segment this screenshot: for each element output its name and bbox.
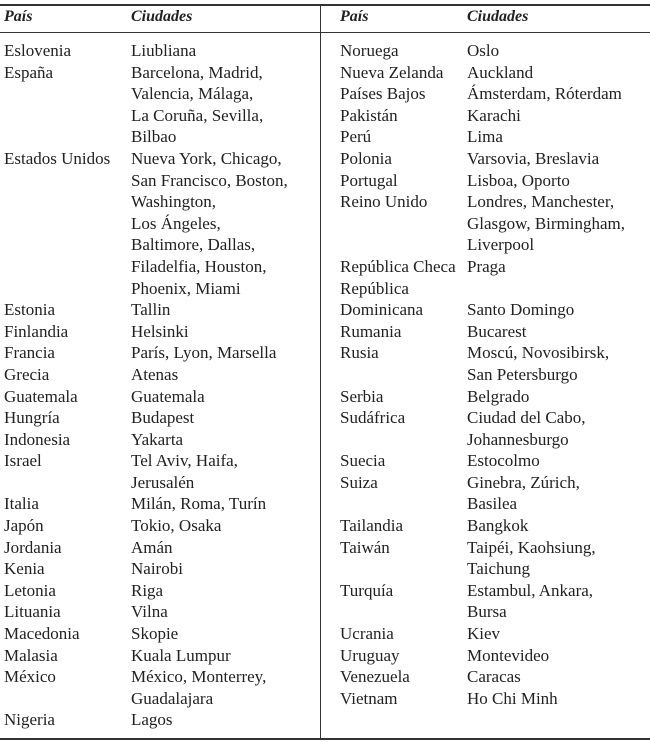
country-name: República Checa <box>340 256 456 276</box>
country-cell <box>340 407 467 450</box>
country-name: Kenia <box>4 559 45 579</box>
table-row <box>4 601 288 623</box>
cities-cell <box>467 256 506 278</box>
table-row <box>4 580 288 602</box>
city-line: San Petersburgo <box>467 364 578 384</box>
cities-cell <box>467 386 529 408</box>
table-row <box>340 40 625 62</box>
table-row <box>340 515 625 537</box>
country-cell <box>340 62 467 84</box>
country-cell <box>4 558 131 580</box>
city-line: Caracas <box>467 667 521 687</box>
country-cell <box>340 170 467 192</box>
country-name: Países Bajos <box>340 84 426 104</box>
country-name: Macedonia <box>4 624 80 644</box>
city-line: Valencia, Málaga, <box>131 84 254 104</box>
city-line: Auckland <box>467 62 534 82</box>
country-cell <box>4 601 131 623</box>
city-line: Ámsterdam, Róterdam <box>467 84 622 104</box>
city-line: Karachi <box>467 105 521 125</box>
cities-cell <box>467 40 499 62</box>
country-cell <box>4 40 131 62</box>
right-column <box>340 40 625 709</box>
header-cities-right: Ciudades <box>467 8 529 25</box>
city-line: Praga <box>467 256 506 276</box>
country-name: Malasia <box>4 645 58 665</box>
cities-cell <box>467 537 596 580</box>
table-row <box>4 299 288 321</box>
city-line: Londres, Manchester, <box>467 192 615 212</box>
cities-cell <box>467 666 521 688</box>
city-line: Taipéi, Kaohsiung, <box>467 537 596 557</box>
table-row <box>4 515 288 537</box>
cities-cell <box>131 709 173 731</box>
cities-cell <box>467 126 503 148</box>
city-line: Filadelfia, Houston, <box>131 256 267 276</box>
country-name: España <box>4 62 54 82</box>
city-line: Oslo <box>467 41 500 60</box>
city-line: Ho Chi Minh <box>467 688 558 708</box>
city-line: Los Ángeles, <box>131 213 221 233</box>
table-row <box>340 126 625 148</box>
country-name: Portugal <box>340 170 398 190</box>
city-line: Tel Aviv, Haifa, <box>131 451 238 471</box>
country-name: Estonia <box>4 300 55 320</box>
cities-cell <box>467 645 549 667</box>
column-divider <box>320 5 321 738</box>
city-line: Lisboa, Oporto <box>467 170 570 190</box>
table-row <box>4 666 288 709</box>
cities-cell <box>467 170 570 192</box>
country-name: Letonia <box>4 580 56 600</box>
header-cities-left: Ciudades <box>131 8 193 25</box>
table-row <box>4 429 288 451</box>
city-line: Johannesburgo <box>467 429 569 449</box>
city-line: Bucarest <box>467 321 527 341</box>
cities-cell <box>131 450 238 493</box>
table-row <box>4 493 288 515</box>
country-name: Italia <box>4 494 39 514</box>
table-row <box>4 364 288 386</box>
table-row <box>4 342 288 364</box>
cities-cell <box>131 645 231 667</box>
city-line: Ciudad del Cabo, <box>467 408 586 428</box>
country-cell <box>4 62 131 148</box>
country-cell <box>4 623 131 645</box>
cities-cell <box>467 407 586 450</box>
city-line: Lima <box>467 127 503 147</box>
city-line: Estocolmo <box>467 451 540 471</box>
table-row <box>340 170 625 192</box>
cities-cell <box>131 321 189 343</box>
table-row <box>4 407 288 429</box>
cities-cell <box>131 558 183 580</box>
country-name: Jordania <box>4 537 62 557</box>
city-line: San Francisco, Boston, <box>131 170 288 190</box>
country-cell <box>340 515 467 537</box>
country-name: Turquía <box>340 580 394 600</box>
cities-cell <box>467 623 500 645</box>
country-cell <box>4 666 131 709</box>
country-name: Israel <box>4 451 42 471</box>
city-line <box>467 278 574 300</box>
city-line: Estambul, Ankara, <box>467 580 594 600</box>
cities-cell <box>467 450 540 472</box>
country-name: Rusia <box>340 343 379 363</box>
country-cell <box>4 321 131 343</box>
country-cell <box>340 342 467 385</box>
country-name: República <box>340 278 409 298</box>
header-country-left: País <box>4 8 33 25</box>
city-line: Budapest <box>131 408 195 428</box>
country-name: Francia <box>4 343 55 363</box>
table-row <box>340 278 625 321</box>
city-line: Kuala Lumpur <box>131 645 231 665</box>
country-name: Japón <box>4 516 44 536</box>
country-cell <box>4 580 131 602</box>
country-cell <box>4 299 131 321</box>
cities-cell <box>467 688 558 710</box>
cities-cell <box>131 40 196 62</box>
city-line: Tallin <box>131 300 171 320</box>
country-name: Lituania <box>4 602 61 622</box>
header-country-right: País <box>340 8 369 25</box>
country-cell <box>340 126 467 148</box>
table-row <box>340 472 625 515</box>
country-name: Grecia <box>4 364 50 384</box>
country-cell <box>4 407 131 429</box>
country-cell <box>340 580 467 623</box>
table-row <box>4 40 288 62</box>
country-cell <box>340 256 467 278</box>
city-line: Skopie <box>131 624 179 644</box>
cities-cell <box>131 429 183 451</box>
country-cell <box>340 450 467 472</box>
country-name: Eslovenia <box>4 41 72 60</box>
country-name: Estados Unidos <box>4 148 111 168</box>
bottom-rule <box>0 738 650 740</box>
cities-cell <box>131 493 266 515</box>
country-name: Rumania <box>340 321 402 341</box>
city-line: Bilbao <box>131 127 177 147</box>
city-line: Barcelona, Madrid, <box>131 62 263 82</box>
country-name: Ucrania <box>340 624 394 644</box>
table-row <box>4 558 288 580</box>
city-line: Washington, <box>131 192 217 212</box>
cities-cell <box>131 148 288 299</box>
country-name: Reino Unido <box>340 192 428 212</box>
city-line: Guadalajara <box>131 688 214 708</box>
city-line: Taichung <box>467 559 531 579</box>
country-cell <box>4 148 131 299</box>
country-cell <box>4 342 131 364</box>
country-name: Dominicana <box>340 300 424 320</box>
table-row <box>340 256 625 278</box>
city-line: Kiev <box>467 624 501 644</box>
city-line: París, Lyon, Marsella <box>131 343 277 363</box>
cities-cell <box>131 62 263 148</box>
table-row <box>340 688 625 710</box>
country-name: México <box>4 667 56 687</box>
country-cell <box>4 709 131 731</box>
table-row <box>340 666 625 688</box>
cities-cell <box>131 601 168 623</box>
country-cell <box>340 472 467 515</box>
table-row <box>340 623 625 645</box>
country-cell <box>340 623 467 645</box>
country-name: Polonia <box>340 148 392 168</box>
cities-cell <box>467 62 533 84</box>
country-cell <box>340 645 467 667</box>
cities-cell <box>131 407 194 429</box>
country-cell <box>340 321 467 343</box>
country-cell <box>4 645 131 667</box>
country-name: Nueva Zelanda <box>340 62 444 82</box>
table-row <box>4 386 288 408</box>
city-line: Varsovia, Breslavia <box>467 148 600 168</box>
country-name: Guatemala <box>4 386 78 406</box>
country-cell <box>340 105 467 127</box>
country-name: Sudáfrica <box>340 408 406 428</box>
table-row <box>340 62 625 84</box>
table-row <box>340 580 625 623</box>
country-cell <box>4 515 131 537</box>
city-line: Vilna <box>131 602 168 622</box>
table-row <box>340 148 625 170</box>
country-cell <box>340 40 467 62</box>
city-line: Phoenix, Miami <box>131 278 241 298</box>
cities-cell <box>467 472 580 515</box>
table-row <box>340 342 625 385</box>
table-row <box>4 645 288 667</box>
table-row <box>4 148 288 299</box>
table-row <box>4 623 288 645</box>
country-cell <box>340 148 467 170</box>
city-line: Bursa <box>467 602 507 622</box>
country-cell <box>340 278 467 321</box>
country-name: Suiza <box>340 472 378 492</box>
table-row <box>4 321 288 343</box>
country-name: Uruguay <box>340 645 400 665</box>
country-name: Serbia <box>340 386 384 406</box>
cities-cell <box>467 342 609 385</box>
city-line: Amán <box>131 537 173 557</box>
top-rule <box>0 4 650 6</box>
country-cell <box>4 537 131 559</box>
cities-cell <box>467 148 599 170</box>
city-line: Milán, Roma, Turín <box>131 494 267 514</box>
cities-cell <box>131 666 266 709</box>
country-name: Nigeria <box>4 710 55 730</box>
city-line: Bangkok <box>467 516 529 536</box>
city-line: Helsinki <box>131 321 189 341</box>
cities-cell <box>131 386 205 408</box>
table-row <box>340 105 625 127</box>
cities-cell <box>131 299 170 321</box>
city-line: Glasgow, Birmingham, <box>467 213 626 233</box>
city-line: Nueva York, Chicago, <box>131 148 282 168</box>
city-line: Tokio, Osaka <box>131 516 222 536</box>
cities-cell <box>131 515 221 537</box>
table-row <box>4 450 288 493</box>
city-line: Moscú, Novosibirsk, <box>467 343 610 363</box>
city-line: Liubliana <box>131 41 197 60</box>
city-line: Baltimore, Dallas, <box>131 235 256 255</box>
city-line: Atenas <box>131 364 179 384</box>
cities-cell <box>131 537 173 559</box>
cities-cell <box>467 321 526 343</box>
cities-cell <box>467 278 574 321</box>
city-line: Jerusalén <box>131 472 195 492</box>
table-row <box>340 321 625 343</box>
country-name: Venezuela <box>340 667 410 687</box>
city-line: Basilea <box>467 494 518 514</box>
country-cell <box>340 666 467 688</box>
cities-cell <box>467 580 593 623</box>
country-name: Finlandia <box>4 321 69 341</box>
country-cell <box>340 191 467 256</box>
table-row <box>340 191 625 256</box>
city-line: La Coruña, Sevilla, <box>131 105 264 125</box>
table-row <box>340 386 625 408</box>
country-cell <box>340 386 467 408</box>
country-cell <box>4 493 131 515</box>
left-column <box>4 40 288 731</box>
table-row <box>340 450 625 472</box>
cities-cell <box>467 191 625 256</box>
table-row <box>4 709 288 731</box>
cities-cell <box>131 623 178 645</box>
cities-cell <box>131 342 276 364</box>
country-cell <box>4 429 131 451</box>
city-line: Belgrado <box>467 386 530 406</box>
country-cell <box>340 688 467 710</box>
country-name: Hungría <box>4 408 60 428</box>
country-cell <box>4 450 131 493</box>
country-cell <box>4 364 131 386</box>
country-name: Suecia <box>340 451 386 471</box>
country-name: Tailandia <box>340 516 404 536</box>
cities-cell <box>131 364 178 386</box>
cities-cell <box>467 83 622 105</box>
city-line: Santo Domingo <box>467 300 575 320</box>
cities-cell <box>467 515 528 537</box>
city-line: Ginebra, Zúrich, <box>467 472 580 492</box>
city-line: Yakarta <box>131 429 184 449</box>
cities-cell <box>467 105 521 127</box>
country-name: Vietnam <box>340 688 398 708</box>
city-line: Lagos <box>131 710 173 730</box>
table-row <box>4 62 288 148</box>
country-cell <box>340 537 467 580</box>
city-line: Nairobi <box>131 559 183 579</box>
table-row <box>340 645 625 667</box>
table-row <box>4 537 288 559</box>
header-rule <box>0 32 650 33</box>
table-row <box>340 407 625 450</box>
city-line: Riga <box>131 580 164 600</box>
country-name: Perú <box>340 127 372 147</box>
cities-cell <box>131 580 163 602</box>
country-name: Noruega <box>340 41 399 60</box>
table-row <box>340 83 625 105</box>
city-line: México, Monterrey, <box>131 667 267 687</box>
country-name: Indonesia <box>4 429 71 449</box>
country-name: Pakistán <box>340 105 398 125</box>
city-line: Guatemala <box>131 386 205 406</box>
country-name: Taiwán <box>340 537 390 557</box>
country-cell <box>340 83 467 105</box>
city-line: Liverpool <box>467 235 535 255</box>
city-line: Montevideo <box>467 645 550 665</box>
country-cell <box>4 386 131 408</box>
table-row <box>340 537 625 580</box>
